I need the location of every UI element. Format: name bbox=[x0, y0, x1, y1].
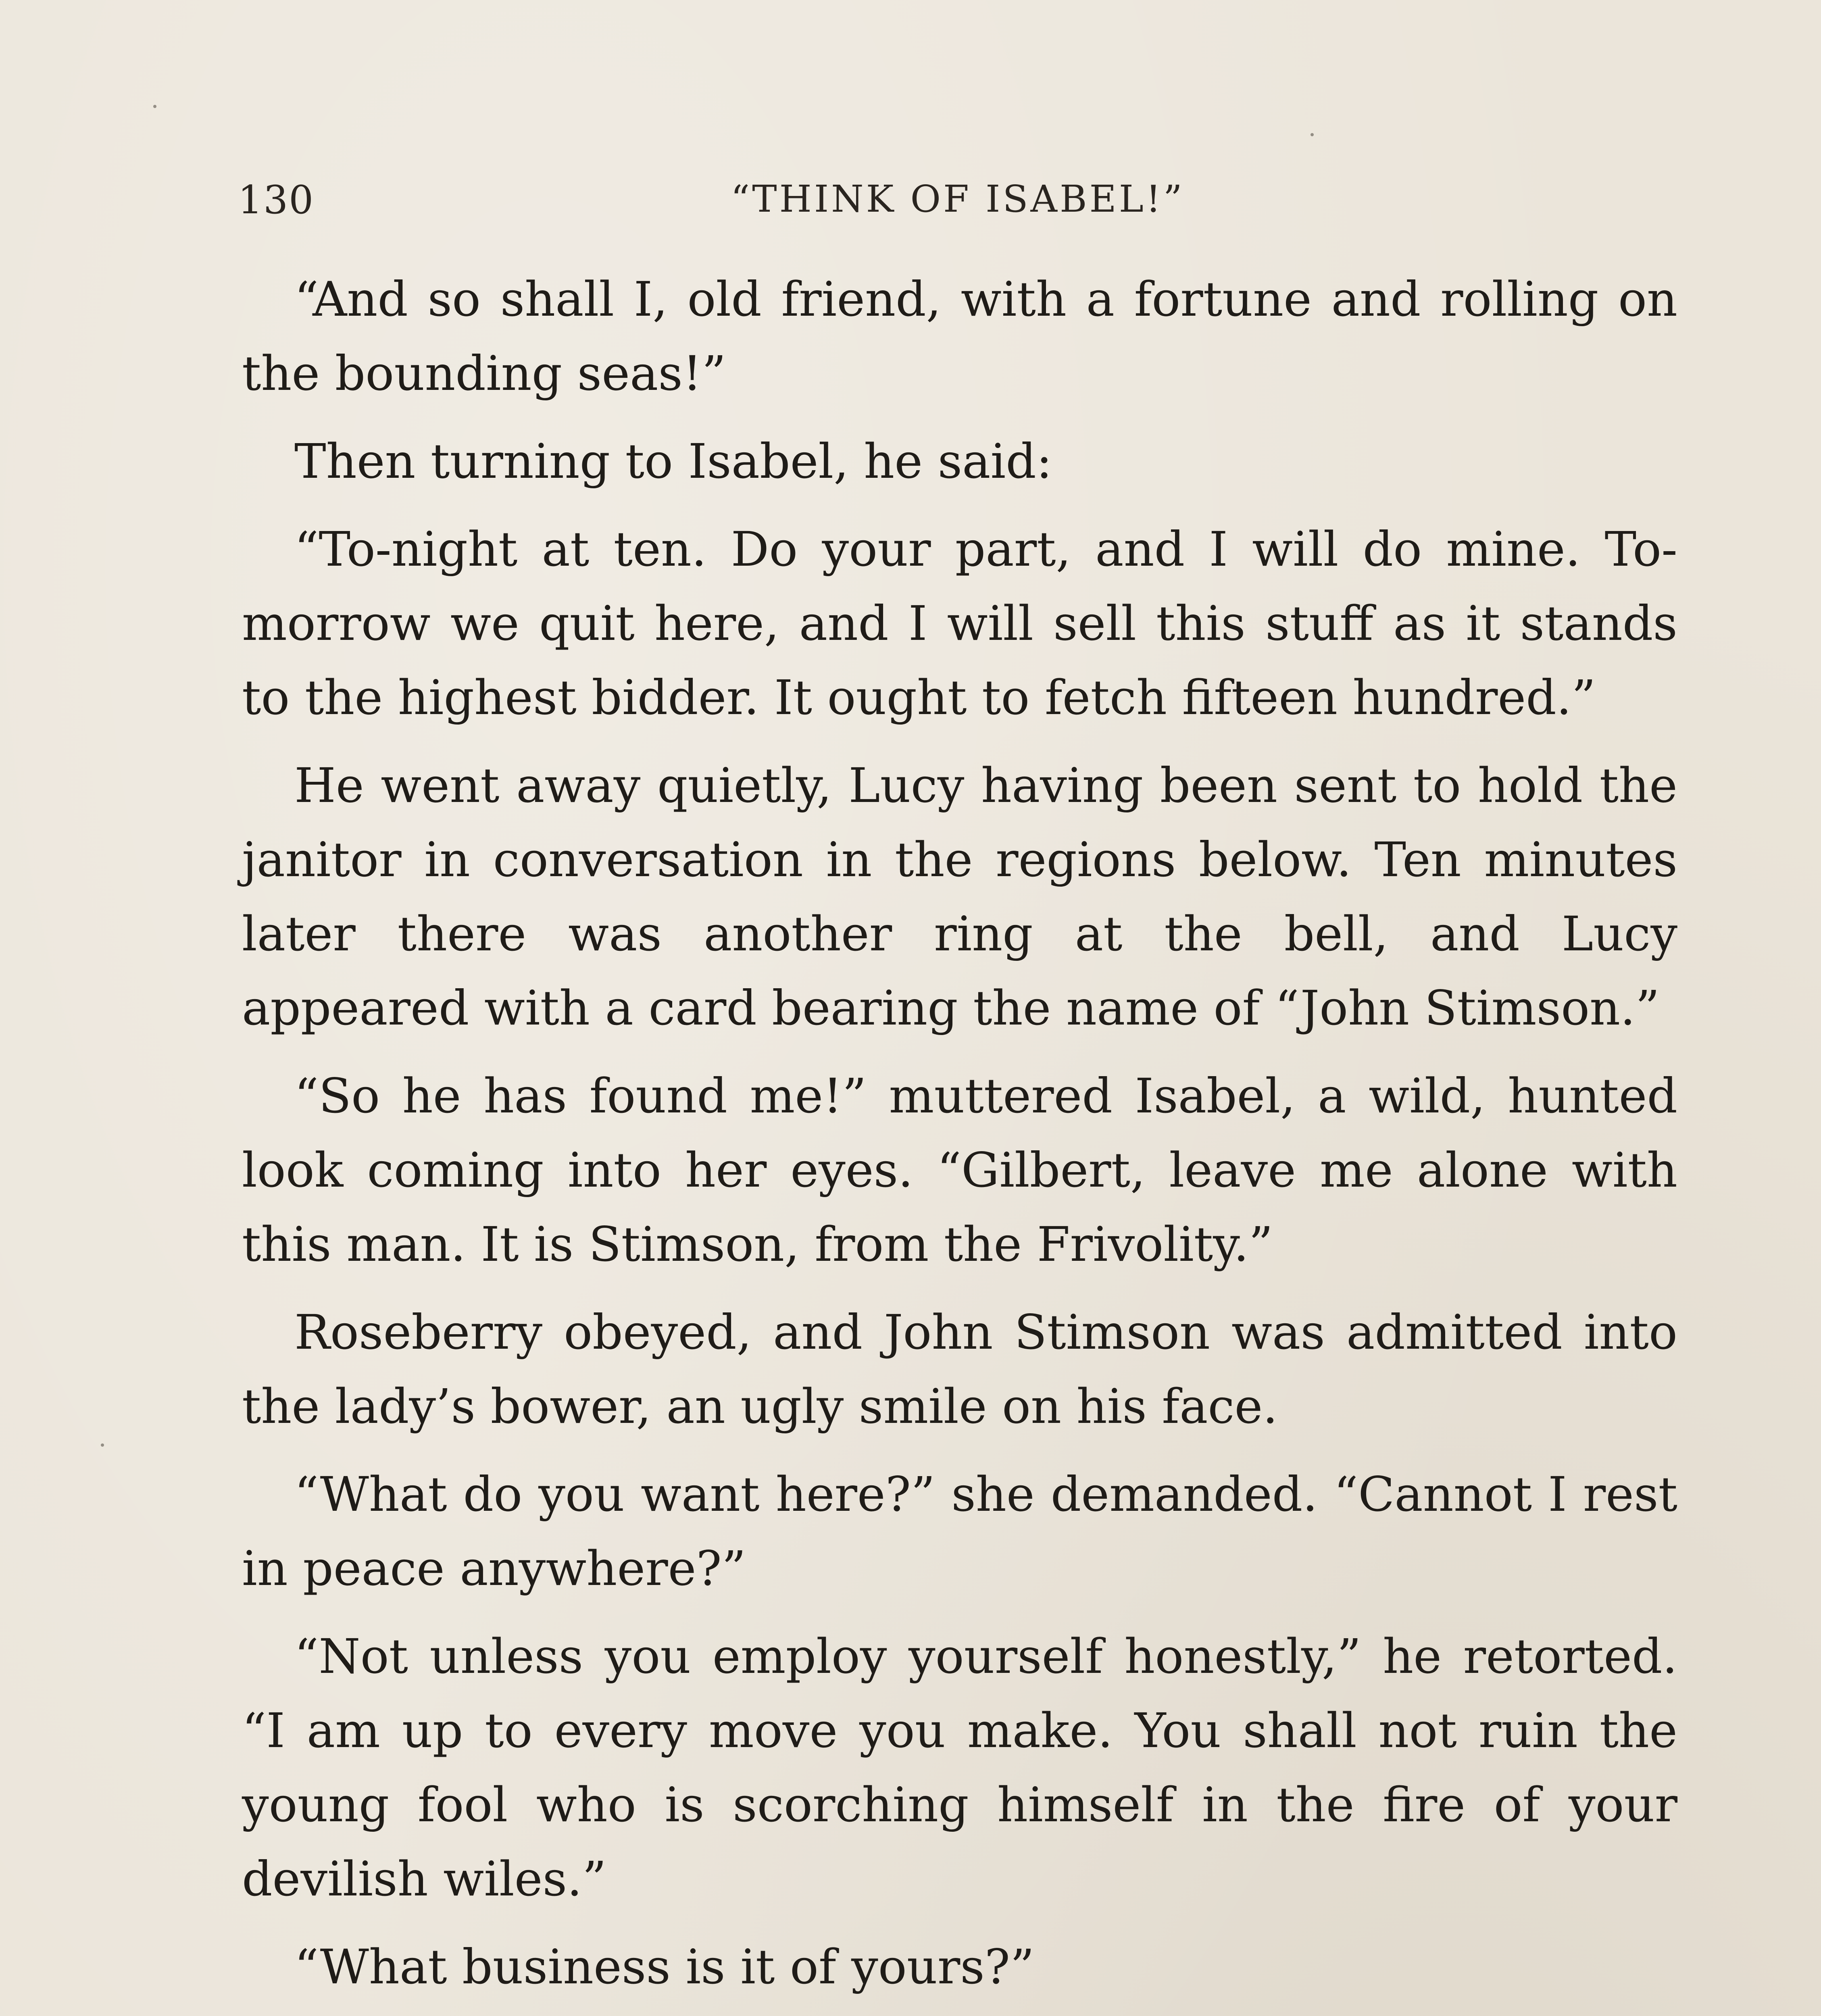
paragraph: Roseberry obeyed, and John Stimson was admitted into the lady’s bower, an ugly smile on his face. bbox=[242, 1304, 1677, 1434]
paragraph: He went away quietly, Lucy having been sent to hold the janitor in conversation in the regions below. Ten minutes later there was another ring at the bell, and Lucy appeared with a card bearing the name of “John Stimson.” bbox=[242, 758, 1677, 1036]
paper-speck bbox=[1311, 133, 1314, 136]
running-head bbox=[238, 177, 1677, 238]
paper-speck bbox=[153, 105, 156, 108]
body-text bbox=[242, 262, 1677, 2016]
paragraph: “What business is it of yours?” bbox=[294, 1939, 1035, 1995]
paragraph: “And so shall I, old friend, with a fortune and rolling on the bounding seas!” bbox=[242, 271, 1677, 401]
page-number: 130 bbox=[238, 177, 315, 223]
paragraph: Then turning to Isabel, he said: bbox=[294, 433, 1052, 489]
paragraph: “To-night at ten. Do your part, and I will do mine. To-morrow we quit here, and I will sell this stuff as it stands to the highest bidder. It ought to fetch fifteen hundred.” bbox=[242, 521, 1677, 725]
paper-speck bbox=[101, 1443, 104, 1447]
paragraph: “Not unless you employ yourself honestly,” he retorted. “I am up to every move you make. You shall not ruin the young fool who is scorching himself in the fire of your devilish wiles.” bbox=[242, 1629, 1677, 1907]
running-title: “THINK OF ISABEL!” bbox=[731, 177, 1185, 221]
paragraph: “So he has found me!” muttered Isabel, a wild, hunted look coming into her eyes. “Gilbert, leave me alone with this man. It is Stimson, from the Frivolity.” bbox=[242, 1068, 1677, 1272]
paragraph: “What do you want here?” she demanded. “Cannot I rest in peace anywhere?” bbox=[242, 1466, 1677, 1596]
